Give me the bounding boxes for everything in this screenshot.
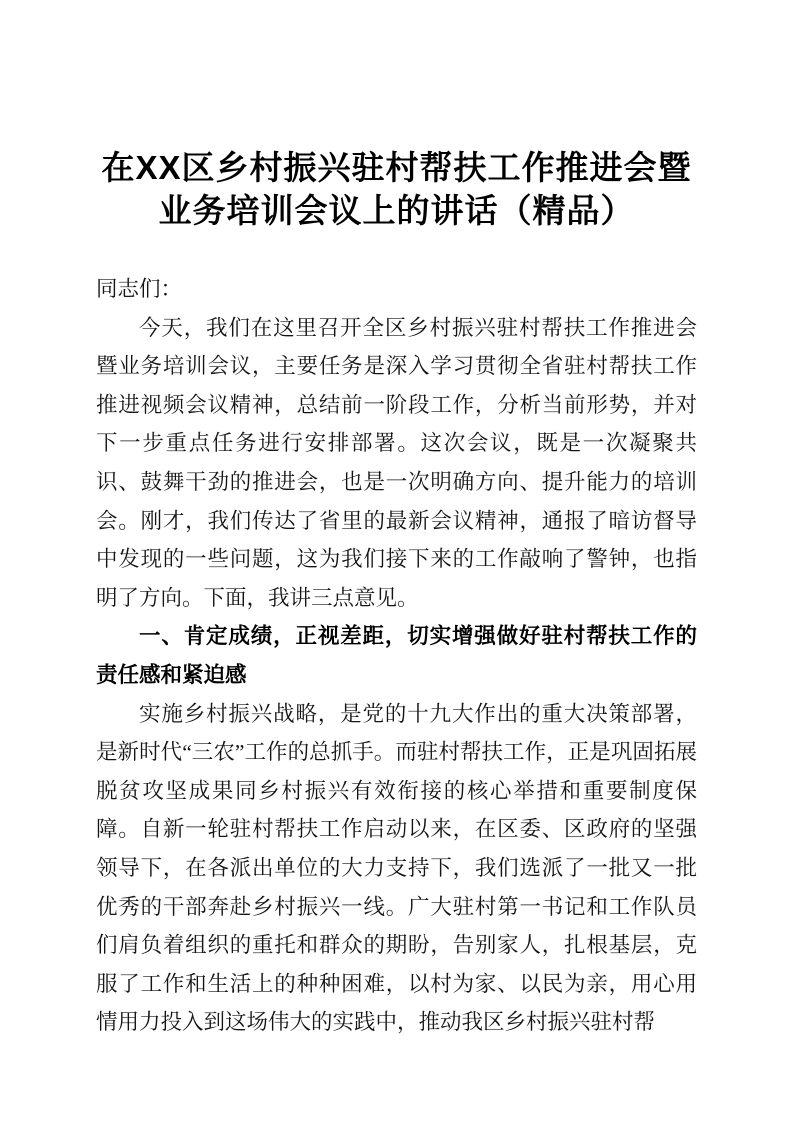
document-title bbox=[96, 146, 697, 232]
document-title-line-2: 业务培训会议上的讲话（精品） bbox=[158, 192, 635, 229]
salutation: 同志们： bbox=[96, 277, 183, 301]
document-body bbox=[96, 270, 697, 1042]
document-title-line-1: 在XX区乡村振兴驻村帮扶工作推进会暨 bbox=[101, 149, 692, 186]
paragraph-intro: 今天，我们在这里召开全区乡村振兴驻村帮扶工作推进会暨业务培训会议，主要任务是深入学习贯彻全省驻村帮扶工作推进视频会议精神，总结前一阶段工作，分析当前形势，并对下一步重点任务进行安排部署。这次会议，既是一次凝聚共识、鼓舞干劲的推进会，也是一次明确方向、提升能力的培训会。刚才，我们传达了省里的最新会议精神，通报了暗访督导中发现的一些问题，这为我们接下来的工作敲响了警钟，也指明了方向。下面，我讲三点意见。 bbox=[96, 315, 697, 610]
paragraph-section-1: 实施乡村振兴战略，是党的十九大作出的重大决策部署，是新时代“三农”工作的总抓手。而驻村帮扶工作，正是巩固拓展脱贫攻坚成果同乡村振兴有效衔接的核心举措和重要制度保障。自新一轮驻村帮扶工作启动以来，在区委、区政府的坚强领导下，在各派出单位的大力支持下，我们选派了一批又一批优秀的干部奔赴乡村振兴一线。广大驻村第一书记和工作队员们肩负着组织的重托和群众的期盼，告别家人，扎根基层，克服了工作和生活上的种种困难，以村为家、以民为亲，用心用情用力投入到这场伟大的实践中，推动我区乡村振兴驻村帮 bbox=[96, 701, 697, 1035]
section-1-heading: 一、肯定成绩，正视差距，切实增强做好驻村帮扶工作的责任感和紧迫感 bbox=[96, 624, 697, 687]
